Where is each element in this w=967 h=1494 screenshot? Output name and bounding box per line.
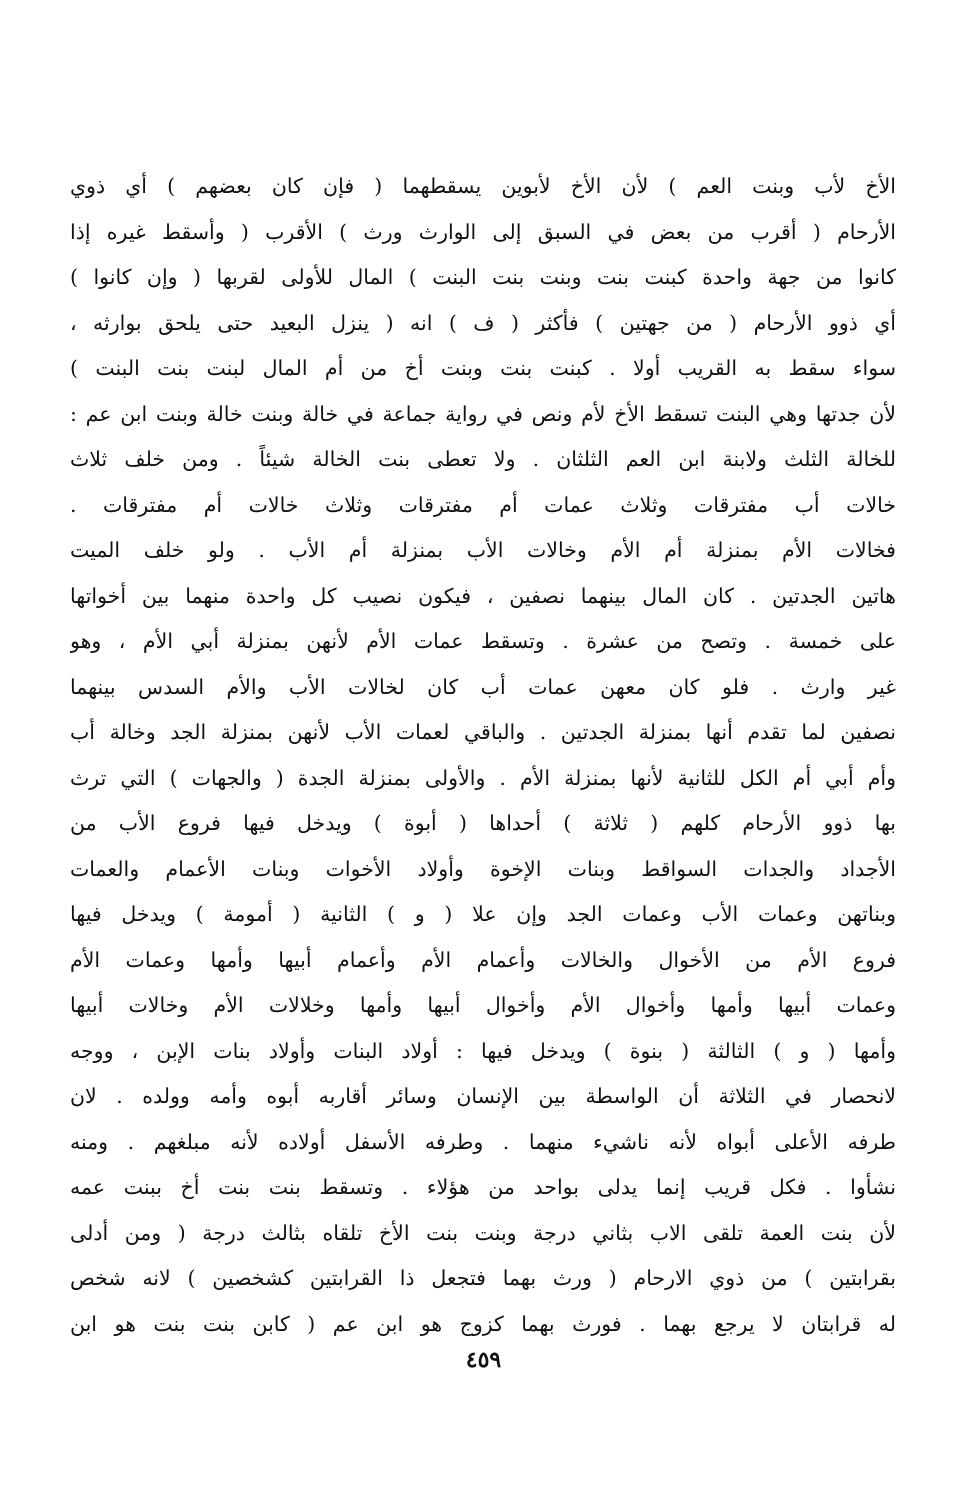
text-line-18: فروع الأم من الأخوال والخالات وأعمام الأم وأعمام أبيها وأمها وعمات الأم bbox=[70, 947, 896, 972]
text-line-19: وعمات أبيها وأمها وأخوال الأم وأخوال أبيها وأمها وخلالات الأم وخالات أبيها bbox=[70, 993, 896, 1017]
text-line-6: لأن جدتها وهي البنت تسقط الأخ لأم ونص في رواية جماعة في خالة وبنت خالة وبنت ابن عم : bbox=[70, 401, 896, 426]
text-line-5: سواء سقط به القريب أولا . كبنت بنت وبنت أخ من أم المال لبنت بنت البنت ) bbox=[70, 356, 896, 380]
text-line-22: طرفه الأعلى أبواه لأنه ناشيء منهما . وطرفه الأسفل أولاده لأنه مبلغهم . ومنه bbox=[70, 1129, 896, 1154]
text-line-26: له قرابتان لا يرجع بهما . فورث بهما كزوج هو ابن عم ( كابن بنت بنت هو ابن bbox=[70, 1311, 896, 1336]
text-line-11: على خمسة . وتصح من عشرة . وتسقط عمات الأم لأنهن بمنزلة أبي الأم ، وهو bbox=[70, 629, 896, 653]
text-line-14: وأم أبي أم الكل للثانية لأنها بمنزلة الأم . والأولى بمنزلة الجدة ( والجهات ) التي ترث bbox=[70, 765, 896, 790]
text-line-23: نشأوا . فكل قريب إنما يدلى بواحد من هؤلاء . وتسقط بنت بنت أخ ببنت عمه bbox=[70, 1175, 896, 1199]
text-line-4: أي ذوو الأرحام ( من جهتين ) فأكثر ( ف ) انه ( ينزل البعيد حتى يلحق بوارثه ، bbox=[70, 310, 896, 335]
text-line-1: الأخ لأب وبنت العم ) لأن الأخ لأبوين يسقطهما ( فإن كان بعضهم ) أي ذوي bbox=[70, 174, 896, 198]
text-line-8: خالات أب مفترقات وثلاث عمات أم مفترقات وثلاث خالات أم مفترقات . bbox=[70, 492, 896, 517]
text-line-7: للخالة الثلث ولابنة ابن العم الثلثان . ولا تعطى بنت الخالة شيئاً . ومن خلف ثلاث bbox=[70, 447, 896, 471]
text-line-3: كانوا من جهة واحدة كبنت بنت وبنت بنت البنت ) المال للأولى لقربها ( وإن كانوا ) bbox=[70, 265, 896, 289]
text-line-10: هاتين الجدتين . كان المال بينهما نصفين ، فيكون نصيب كل واحدة منهما بين أخواتها bbox=[70, 583, 896, 608]
text-line-9: فخالات الأم بمنزلة أم الأم وخالات الأب بمنزلة أم الأب . ولو خلف الميت bbox=[70, 538, 896, 562]
text-line-25: بقرابتين ) من ذوي الارحام ( ورث بهما فتجعل ذا القرابتين كشخصين ) لانه شخص bbox=[70, 1266, 896, 1290]
text-line-17: وبناتهن وعمات الأب وعمات الجد وإن علا ( و ) الثانية ( أمومة ) ويدخل فيها bbox=[70, 902, 896, 926]
text-line-13: نصفين لما تقدم أنها بمنزلة الجدتين . والباقي لعمات الأب لأنهن بمنزلة الجد وخالة أب bbox=[70, 720, 896, 744]
text-line-21: لانحصار في الثلاثة أن الواسطة بين الإنسان وسائر أقاربه أبوه وأمه وولده . لان bbox=[70, 1084, 896, 1108]
page-number: ٤٥٩ bbox=[465, 1347, 502, 1373]
body-text bbox=[70, 164, 896, 1347]
text-line-2: الأرحام ( أقرب من بعض في السبق إلى الوارث ورث ) الأقرب ( وأسقط غيره إذا bbox=[70, 219, 896, 244]
text-line-20: وأمها ( و ) الثالثة ( بنوة ) ويدخل فيها : أولاد البنات وأولاد بنات الإبن ، ووجه bbox=[70, 1038, 896, 1063]
text-line-12: غير وارث . فلو كان معهن عمات أب كان لخالات الأب والأم السدس بينهما bbox=[70, 674, 896, 699]
text-line-16: الأجداد والجدات السواقط وبنات الإخوة وأولاد الأخوات وبنات الأعمام والعمات bbox=[70, 856, 896, 881]
text-line-15: بها ذوو الأرحام كلهم ( ثلاثة ) أحداها ( أبوة ) ويدخل فيها فروع الأب من bbox=[70, 811, 896, 835]
text-line-24: لأن بنت العمة تلقى الاب بثاني درجة وبنت بنت الأخ تلقاه بثالث درجة ( ومن أدلى bbox=[70, 1220, 896, 1245]
